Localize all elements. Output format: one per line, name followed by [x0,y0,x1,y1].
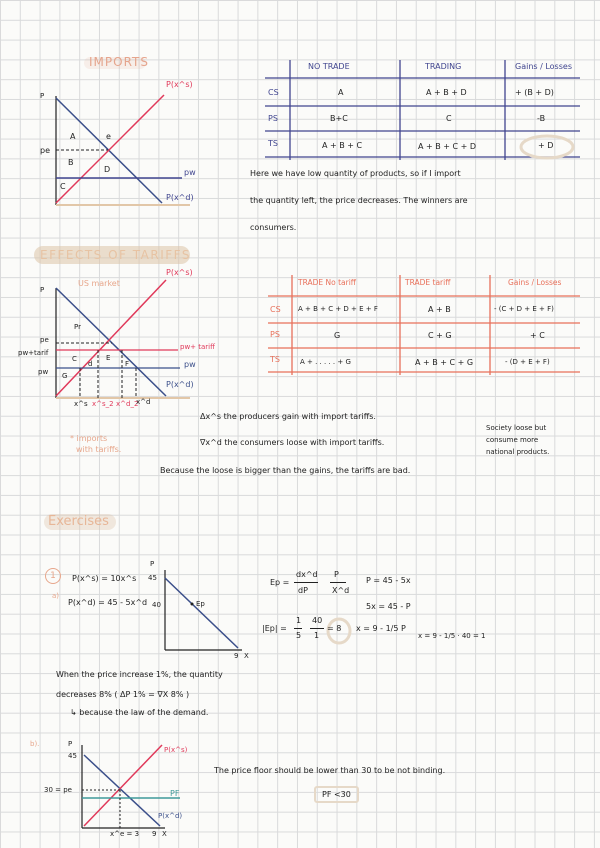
exercise-a-demand-line [165,578,238,648]
imports-demand-label: P(x^d) [166,193,194,202]
formula-rhs-1: P = 45 - 5x [366,576,411,585]
imports-header-gains: Gains / Losses [515,62,572,71]
formula-frac1-den: 5 [296,631,302,640]
tariffs-demand-label: P(x^d) [166,380,194,389]
tariffs-cs-tariff: A + B [428,305,451,314]
tariffs-pe-label: pe [40,336,49,344]
formula-fraction-bar-2 [330,582,346,583]
exercise-b-graph [82,745,493,828]
tariffs-header-no-tariff: TRADE No tariff [298,278,356,287]
exercise-b-label: b). [30,740,40,748]
imports-row-cs-label: CS [268,88,279,97]
formula-frac2-den: 1 [314,631,320,640]
tariffs-row-ts-label: TS [270,355,280,364]
tariffs-side-note-2: with tariffs. [76,445,122,454]
imports-graph [56,95,190,205]
exercise-a-label: a) [52,592,60,600]
price-floor-box: PF <30 [314,786,359,803]
formula-ep: Ep = [270,578,290,587]
exercise-b-supply-line [84,745,162,826]
tariffs-pw-tariff-label: pw+ tariff [180,343,215,351]
tariffs-p-axis-label: P [40,286,45,294]
exercise-a-x-label: X [244,652,249,660]
exercise-a-y-top: 45 [148,574,157,582]
formula-result: = 8 [327,624,342,633]
imports-row-ps-label: PS [268,114,278,123]
imports-ts-trading: A + B + C + D [418,142,477,151]
exercise-a-graph [165,570,242,650]
imports-pe-label: pe [40,146,50,155]
tariffs-pw-left-label: pw [38,368,49,376]
imports-pw-label: pw [184,168,196,177]
imports-cs-no-trade: A [338,88,344,97]
imports-row-ts-label: TS [268,139,278,148]
tariffs-note-conclusion: Because the loose is bigger than the gains, the tariffs are bad. [160,466,411,475]
exercise-b-x-label: X [162,830,167,838]
formula-frac1-num: 1 [296,616,302,625]
tariffs-supply-label: P(x^s) [166,268,193,277]
exercise-b-y-top: 45 [68,752,77,760]
imports-ps-gains: -B [537,114,546,123]
imports-header-no-trade: NO TRADE [308,62,350,71]
imports-ts-no-trade: A + B + C [322,141,363,150]
imports-ts-gains: + D [538,141,554,150]
exercise-a-y-mid: 40 [152,601,161,609]
exercise-a-x-end: 9 [234,652,239,660]
tariffs-xs2-label: x^s_2 [92,400,114,408]
formula-rhs-4: x = 9 - 1/5 · 40 = 1 [418,632,486,640]
exercise-a-p-label: P [150,560,155,568]
tariffs-area-c: C [72,355,77,363]
when-line-1: When the price increase 1%, the quantity [56,670,223,679]
tariffs-market-label: US market [78,279,120,288]
society-note-3: national products. [486,448,550,456]
society-note-2: consume more [486,436,539,444]
tariffs-area-f: F [125,360,130,368]
exercise-number: 1 [45,568,61,584]
exercise-supply-equation: P(x^s) = 10x^s [72,574,137,583]
imports-supply-label: P(x^s) [166,80,193,89]
imports-area-b: B [68,158,74,167]
formula-xd: X^d [332,586,350,595]
tariffs-title: EFFECTS OF TARIFFS [40,248,191,262]
imports-cs-gains: + (B + D) [515,88,554,97]
tariffs-xd2-label: x^d_2 [116,400,139,408]
imports-p-axis-label: P [40,92,45,100]
exercise-b-xe-label: x^e = 3 [110,830,140,838]
tariffs-row-cs-label: CS [270,305,281,314]
tariffs-ps-no-tariff: G [334,331,341,340]
imports-supply-line [56,95,164,203]
imports-area-d: D [104,165,111,174]
tariffs-row-ps-label: PS [270,330,280,339]
imports-cs-trading: A + B + D [426,88,467,97]
tariffs-supply-line [56,280,166,396]
imports-note-line-1: Here we have low quantity of products, so if I import [250,169,461,178]
formula-rhs-2: 5x = 45 - P [366,602,411,611]
when-line-2: decreases 8% ( ΔP 1% = ∇X 8% ) [56,690,190,699]
exercises-title: Exercises [48,514,109,529]
imports-point-e: e [106,132,111,141]
tariffs-xd-label: x^d [136,398,151,406]
tariffs-note-consumers: ∇x^d the consumers loose with import tariffs. [200,438,385,447]
tariffs-ts-gains: - (D + E + F) [505,358,550,366]
formula-frac2-num: 40 [312,616,323,625]
tariffs-pw-label: pw [184,360,196,369]
tariffs-pr-label: Pr [74,323,81,331]
exercise-demand-equation: P(x^d) = 45 - 5x^d [68,598,148,607]
when-line-3: ↳ because the law of the demand. [70,708,209,717]
society-note-1: Society loose but [486,424,547,432]
exercise-b-supply-label: P(x^s) [164,746,188,754]
tariffs-note-producers: Δx^s the producers gain with import tariffs. [200,412,376,421]
exercise-b-pe-label: 30 = pe [44,786,72,794]
tariffs-ps-tariff: C + G [428,331,452,340]
formula-fraction-bar-3 [294,628,302,629]
exercise-a-point-ep: Ep [196,600,205,608]
imports-note-line-2: the quantity left, the price decreases. The winners are [250,196,468,205]
tariffs-ts-no-tariff: A + . . . . . + G [300,358,351,366]
tariffs-demand-line [56,288,166,396]
tariffs-ts-tariff: A + B + C + G [415,358,474,367]
tariffs-pw-tariff-left-label: pw+tarif [18,349,49,357]
formula-fraction-bar-1 [294,582,318,583]
imports-note-line-3: consumers. [250,223,297,232]
exercise-b-p-label: P [68,740,73,748]
tariffs-area-e: E [106,354,111,362]
imports-title: IMPORTS [89,55,149,69]
tariffs-cs-no-tariff: A + B + C + D + E + F [298,305,378,313]
formula-dp: dP [298,586,308,595]
formula-dx: dx^d [296,570,318,579]
tariffs-area-d: d [88,360,93,368]
exercise-b-x-end: 9 [152,830,157,838]
tariffs-xs-label: x^s [74,400,88,408]
tariffs-header-tariff: TRADE tariff [405,278,451,287]
tariffs-area-g: G [62,372,68,380]
imports-ps-trading: C [446,114,452,123]
tariffs-ps-gains: + C [530,331,545,340]
imports-header-trading: TRADING [425,62,462,71]
formula-abs-ep: |Ep| = [262,624,287,633]
formula-p: P [334,570,339,579]
exercise-b-demand-label: P(x^d) [158,812,183,820]
imports-ps-no-trade: B+C [330,114,348,123]
imports-area-c: C [60,182,66,191]
tariffs-header-gains: Gains / Losses [508,278,562,287]
tariffs-side-note-1: * imports [70,434,108,443]
formula-fraction-bar-4 [310,628,324,629]
imports-area-a: A [70,132,76,141]
exercise-b-note: The price floor should be lower than 30 to be not binding. [214,766,446,775]
exercise-b-pf-label: PF [170,789,180,798]
formula-rhs-3: x = 9 - 1/5 P [356,624,406,633]
tariffs-cs-gains: - (C + D + E + F) [494,305,554,313]
